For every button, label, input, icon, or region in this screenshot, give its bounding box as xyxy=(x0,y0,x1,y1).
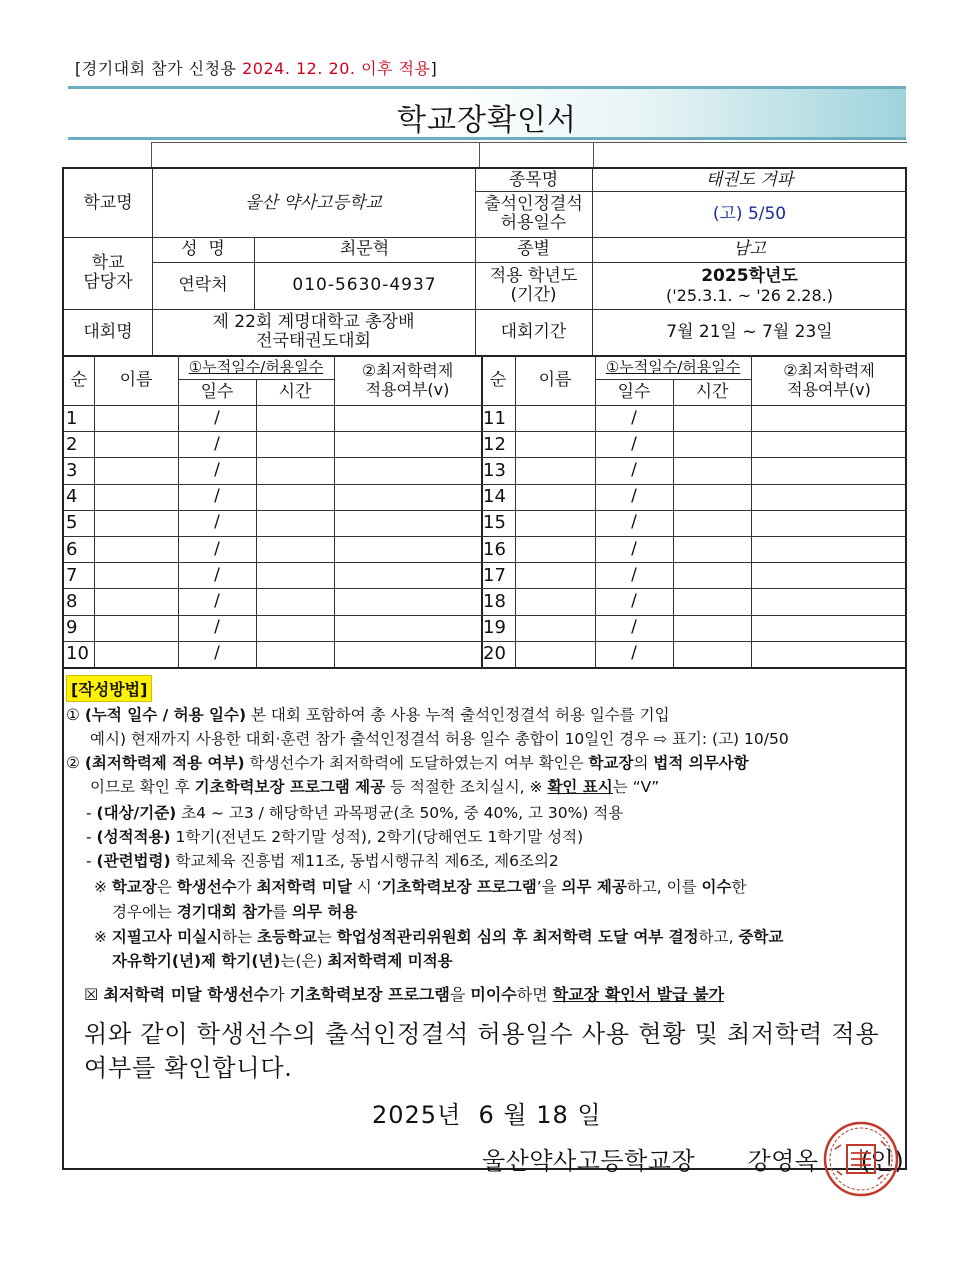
instr-text: 하고, xyxy=(698,928,739,946)
grid-line xyxy=(64,562,481,563)
instr-text: (최저학력제 적용 여부) xyxy=(84,754,245,772)
row-slash: / xyxy=(631,459,637,480)
instr-text: (누적 일수 / 허용 일수) xyxy=(84,706,247,724)
row-slash: / xyxy=(214,459,220,480)
col-no-header: 순 xyxy=(489,369,507,390)
instruction-line-6 xyxy=(86,827,905,847)
row-slash: / xyxy=(214,486,220,507)
instr-text: ※ xyxy=(94,928,112,946)
instr-text: 초4 ~ 고3 / 해당학년 과목평균(초 50%, 중 40%, 고 30%) 적용 xyxy=(176,804,624,822)
instruction-line-2: 예시) 현재까지 사용한 대회·훈련 참가 출석인정결석 허용 일수 총합이 10일인 경우 ⇨ 표기: (고) 10/50 xyxy=(90,730,789,748)
signer-school: 울산약사고등학교장 xyxy=(482,1147,696,1175)
instr-text: 미이수 xyxy=(470,985,517,1004)
row-slash: / xyxy=(631,407,637,428)
instr-text: (성적적용) xyxy=(96,828,171,846)
instr-text: 는 xyxy=(316,928,337,946)
year-label-line-1: 적용 학년도 xyxy=(489,265,578,286)
gender-label: 종별 xyxy=(517,239,550,259)
instr-text: ※ xyxy=(94,878,112,896)
top-guide-tick-1 xyxy=(151,142,152,168)
instr-text: 기초학력보장 프로그램 xyxy=(289,985,450,1004)
grid-line xyxy=(64,405,481,406)
instruction-line-9 xyxy=(112,902,905,922)
title-band xyxy=(68,86,906,140)
grid-line xyxy=(481,431,907,432)
grid-line xyxy=(481,405,907,406)
absence-value: (고) 5/50 xyxy=(712,203,787,224)
issue-date: 2025년 6 월 18 일 xyxy=(372,1101,602,1129)
row-number: 1 xyxy=(66,407,78,429)
official-seal-icon xyxy=(821,1119,901,1199)
instr-text: 확인 표시 xyxy=(547,778,613,796)
instr-text: 지필고사 미실시 xyxy=(111,928,223,946)
confirmation-statement: 위와 같이 학생선수의 출석인정결석 허용일수 사용 현황 및 최저학력 적용 여부를 확인합니다. xyxy=(84,1020,880,1082)
row-slash: / xyxy=(214,590,220,611)
sport-label: 종목명 xyxy=(508,169,559,190)
instr-text: 의무 제공 xyxy=(561,878,627,896)
row-slash: / xyxy=(214,512,220,533)
instr-text: - xyxy=(86,804,97,822)
sport-value: 태권도 겨파 xyxy=(705,169,794,190)
year-value-line-1: 2025학년도 xyxy=(701,265,798,286)
row-number: 20 xyxy=(483,643,506,665)
row-number: 9 xyxy=(66,617,78,639)
row-number: 2 xyxy=(66,433,78,455)
grid-line xyxy=(481,536,907,537)
event-value-line-1: 제 22회 계명대학교 총장배 xyxy=(212,312,415,332)
contact-label: 연락처 xyxy=(178,275,228,295)
year-value-line-2: ('25.3.1. ~ '26 2.28.) xyxy=(666,285,833,305)
grid-line xyxy=(64,588,481,589)
year-label xyxy=(475,262,592,309)
notice-prefix: [경기대회 참가 신청용 xyxy=(75,59,243,78)
instr-text: 최저학력 미달 학생선수 xyxy=(103,985,270,1004)
instr-text: 이수 xyxy=(701,878,732,896)
col-name-header: 이름 xyxy=(538,369,572,390)
name-value: 최문혁 xyxy=(339,239,390,259)
row-number: 13 xyxy=(483,459,506,481)
instr-text: 기초학력보장 프로그램 제공 xyxy=(194,778,386,796)
manager-label xyxy=(64,237,152,309)
gender-value: 남고 xyxy=(733,239,766,259)
period-label: 대회기간 xyxy=(500,321,567,342)
grid-line xyxy=(64,510,481,511)
row-slash: / xyxy=(631,590,637,611)
grid-line xyxy=(64,457,481,458)
instr-text: 가 xyxy=(236,878,257,896)
instr-text: 을 xyxy=(449,985,471,1004)
instr-text: (관련법령) xyxy=(96,852,171,870)
instr-text: 최저학력 미달 xyxy=(256,878,352,896)
row-slash: / xyxy=(631,486,637,507)
col-hours-header: 시간 xyxy=(695,381,729,402)
instr-text: - xyxy=(86,828,97,846)
col-hours-header: 시간 xyxy=(278,381,312,402)
year-label-line-2: (기간) xyxy=(510,284,557,305)
instr-text: ’을 xyxy=(536,878,562,896)
row-slash: / xyxy=(214,643,220,664)
row-number: 12 xyxy=(483,433,506,455)
manager-label-line-1: 학교 xyxy=(91,253,125,273)
instr-text: 중학교 xyxy=(738,928,784,946)
instr-text: 최저학력제 미적용 xyxy=(327,952,453,970)
confirmation-form xyxy=(62,167,907,1175)
row-number: 8 xyxy=(66,590,78,612)
page-title: 학교장확인서 xyxy=(397,103,577,138)
instr-text: 하는 xyxy=(222,928,258,946)
period-value: 7월 21일 ~ 7월 23일 xyxy=(666,321,833,342)
grid-line xyxy=(64,484,481,485)
row-slash: / xyxy=(214,538,220,559)
notice-line xyxy=(75,56,437,79)
signer-name: 강영옥 xyxy=(747,1147,819,1175)
event-value xyxy=(152,309,475,355)
instr-text: 등 적절한 조치실시, ※ xyxy=(385,778,548,796)
col-min-academic-line-2: 적용여부(v) xyxy=(365,380,450,399)
col-min-academic-header xyxy=(751,355,907,405)
row-number: 16 xyxy=(483,538,506,560)
instr-text: ② xyxy=(66,754,85,772)
grid-line xyxy=(673,379,674,667)
col-min-academic-header xyxy=(334,355,481,405)
row-number: 18 xyxy=(483,590,506,612)
instr-text: 학교체육 진흥법 제11조, 동법시행규칙 제6조, 제6조의2 xyxy=(170,852,559,870)
instr-text: 학교장 xyxy=(588,754,634,772)
grid-line xyxy=(64,615,481,616)
top-guide-tick-2 xyxy=(479,142,480,168)
instr-text: 경기대회 참가 xyxy=(176,903,273,921)
grid-line xyxy=(481,667,907,669)
row-number: 5 xyxy=(66,512,78,534)
checkbox-icon: ☒ xyxy=(84,985,104,1004)
instr-text: 법적 의무사항 xyxy=(653,754,749,772)
grid-line xyxy=(64,641,481,642)
row-slash: / xyxy=(631,617,637,638)
instr-text: 하면 xyxy=(516,985,553,1004)
instruction-line-4 xyxy=(90,777,905,797)
row-number: 7 xyxy=(66,564,78,586)
grid-line xyxy=(481,457,907,458)
instr-text: 가 xyxy=(269,985,290,1004)
row-slash: / xyxy=(631,564,637,585)
absence-label-line-2: 허용일수 xyxy=(500,213,567,233)
instruction-line-12 xyxy=(84,985,905,1005)
notice-date: 2024. 12. 20. 이후 적용 xyxy=(242,59,431,78)
instr-text: 이므로 확인 후 xyxy=(90,778,195,796)
instructions-badge: [작성방법] xyxy=(66,675,152,702)
row-slash: / xyxy=(214,564,220,585)
instr-text: 은 xyxy=(156,878,177,896)
col-min-academic-line-1: ②최저학력제 xyxy=(361,361,454,380)
row-slash: / xyxy=(214,433,220,454)
row-number: 6 xyxy=(66,538,78,560)
seal-mark: (인) xyxy=(860,1147,905,1175)
instr-text: 학업성적관리위원회 심의 후 최저학력 도달 여부 결정 xyxy=(336,928,699,946)
instruction-line-8 xyxy=(94,877,905,897)
instr-text: 1학기(전년도 2학기말 성적), 2학기(당해연도 1학기말 성적) xyxy=(170,828,584,846)
row-number: 15 xyxy=(483,512,506,534)
instr-text: 경우에는 xyxy=(112,903,177,921)
instr-text: 하고, 이를 xyxy=(626,878,702,896)
grid-line xyxy=(256,379,257,667)
notice-suffix: ] xyxy=(430,59,438,78)
col-cumulative-header: ①누적일수/허용일수 xyxy=(188,357,324,376)
grid-line xyxy=(64,431,481,432)
col-min-academic-line-1: ②최저학력제 xyxy=(783,361,875,380)
row-slash: / xyxy=(214,407,220,428)
instr-text: 학교장 xyxy=(111,878,157,896)
row-slash: / xyxy=(631,643,637,664)
col-days-header: 일수 xyxy=(200,381,234,402)
instruction-line-7 xyxy=(86,851,905,871)
row-number: 4 xyxy=(66,486,78,508)
instr-text: 를 xyxy=(272,903,292,921)
instruction-line-10 xyxy=(94,927,905,947)
top-guide-line xyxy=(151,142,907,143)
instr-text: (대상/기준) xyxy=(96,804,177,822)
absence-label xyxy=(475,191,592,237)
instr-text: ① xyxy=(66,706,85,724)
instruction-line-11 xyxy=(112,951,905,971)
instr-text: 기초학력보장 프로그램 xyxy=(381,878,537,896)
row-number: 10 xyxy=(66,643,89,665)
grid-line xyxy=(481,510,907,511)
school-label: 학교명 xyxy=(83,192,133,213)
row-slash: / xyxy=(631,512,637,533)
instr-text: 의 xyxy=(633,754,654,772)
instr-text: 는(은) xyxy=(280,952,328,970)
event-value-line-2: 전국태권도대회 xyxy=(256,331,371,351)
instr-text: 시 ‘ xyxy=(351,878,382,896)
col-days-header: 일수 xyxy=(617,381,651,402)
row-number: 3 xyxy=(66,459,78,481)
col-no-header: 순 xyxy=(70,369,88,390)
col-min-academic-line-2: 적용여부(v) xyxy=(787,380,871,399)
absence-label-line-1: 출석인정결석 xyxy=(484,194,583,214)
instr-text: - xyxy=(86,852,97,870)
instr-text: 학생선수가 최저학력에 도달하였는지 여부 확인은 xyxy=(244,754,589,772)
school-value: 울산 약사고등학교 xyxy=(245,192,382,213)
instr-text: 학교장 확인서 발급 불가 xyxy=(552,985,725,1004)
instr-text: 한 xyxy=(731,878,747,896)
contact-value: 010-5630-4937 xyxy=(292,275,437,295)
grid-line xyxy=(481,484,907,485)
instr-text: 본 대회 포함하여 총 사용 누적 출석인정결석 허용 일수를 기입 xyxy=(246,706,670,724)
year-value xyxy=(592,262,907,309)
grid-line xyxy=(481,641,907,642)
instr-text: 는 “V” xyxy=(612,778,660,796)
instr-text: 자유학기(년)제 학기(년) xyxy=(112,952,281,970)
row-slash: / xyxy=(631,538,637,559)
top-guide-tick-3 xyxy=(593,142,594,168)
row-slash: / xyxy=(214,617,220,638)
instr-text: 학생선수 xyxy=(176,878,237,896)
grid-line xyxy=(481,615,907,616)
row-number: 17 xyxy=(483,564,506,586)
grid-line xyxy=(481,562,907,563)
col-name-header: 이름 xyxy=(119,369,153,390)
instruction-line-5 xyxy=(86,803,905,823)
grid-line xyxy=(64,536,481,537)
name-label: 성 명 xyxy=(181,239,225,259)
row-number: 14 xyxy=(483,486,506,508)
manager-label-line-2: 담당자 xyxy=(83,272,133,292)
instr-text: 초등학교 xyxy=(257,928,317,946)
instruction-line-1 xyxy=(66,705,905,725)
instruction-line-3 xyxy=(66,753,905,773)
row-number: 11 xyxy=(483,407,506,429)
grid-line xyxy=(481,588,907,589)
event-label: 대회명 xyxy=(83,321,133,342)
grid-line xyxy=(64,667,481,669)
instr-text: 의무 허용 xyxy=(291,903,358,921)
row-number: 19 xyxy=(483,617,506,639)
col-cumulative-header: ①누적일수/허용일수 xyxy=(605,357,741,376)
row-slash: / xyxy=(631,433,637,454)
